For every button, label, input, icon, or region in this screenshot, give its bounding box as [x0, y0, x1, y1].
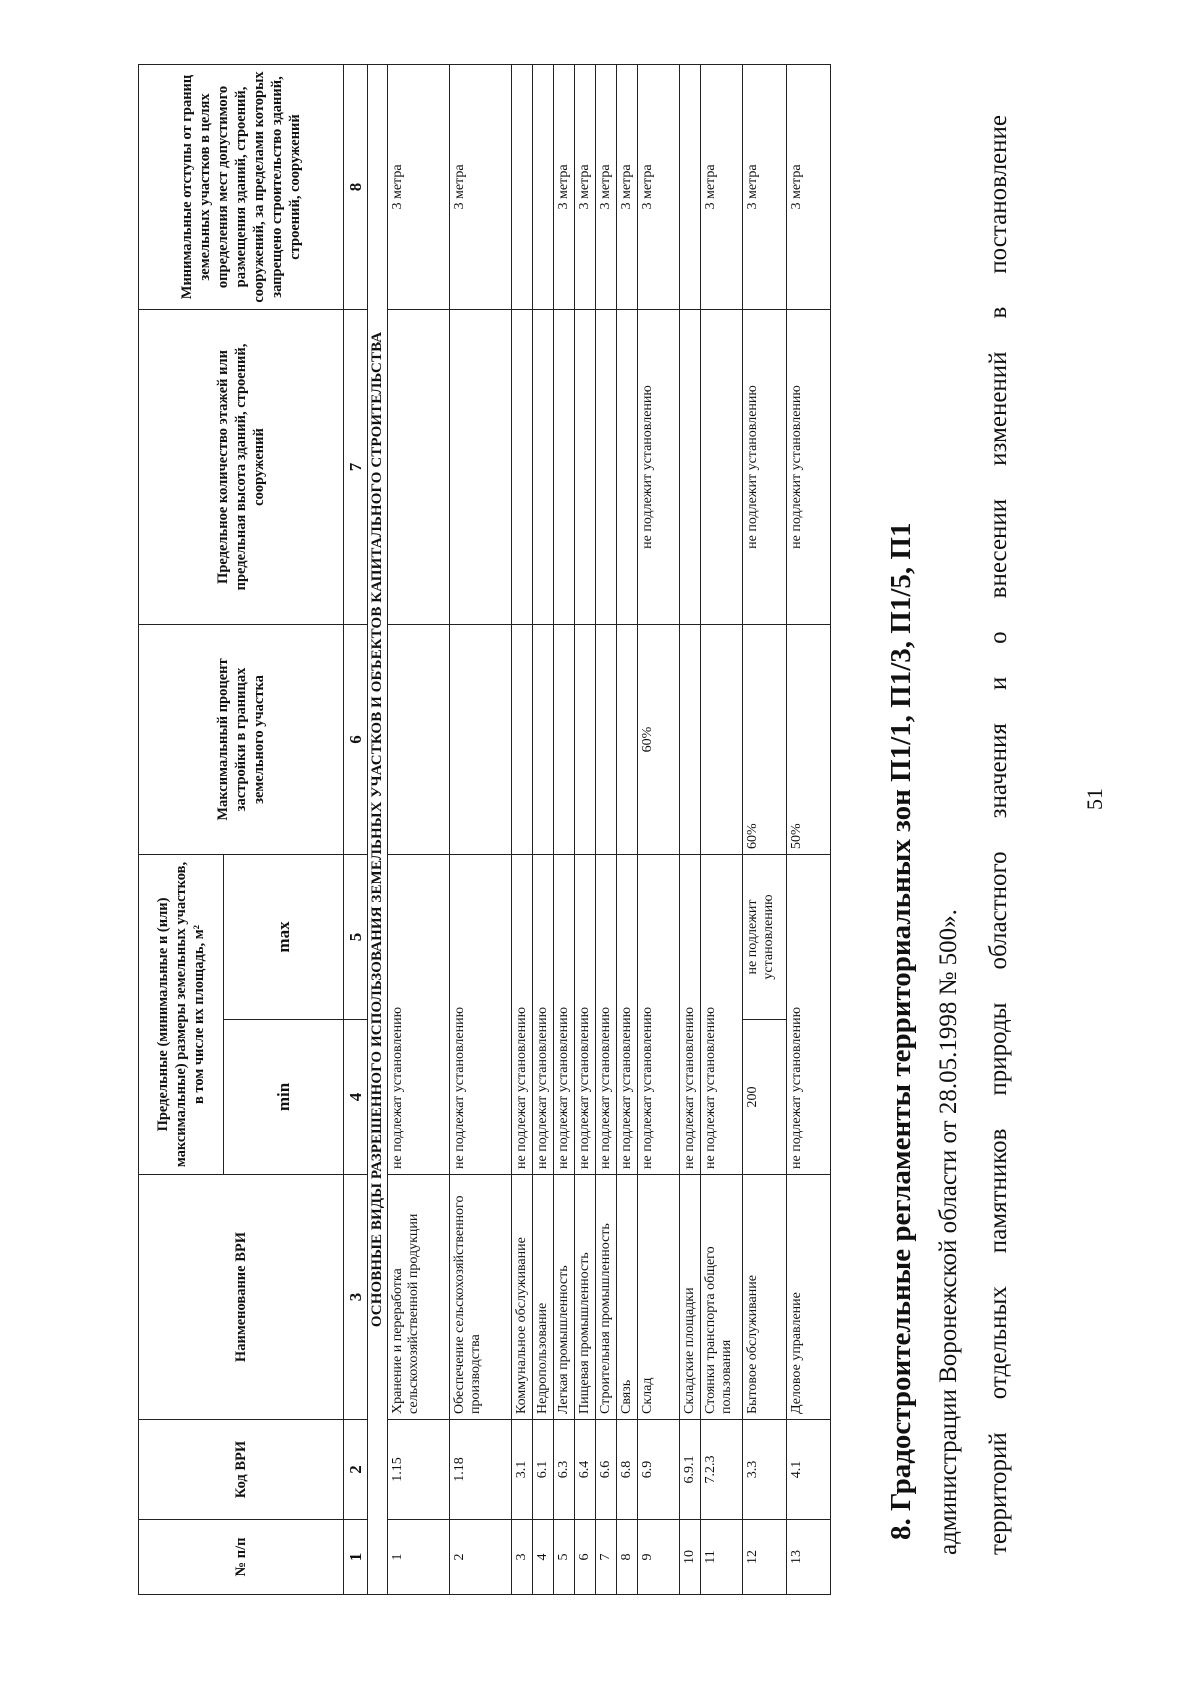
cell-percent [533, 624, 554, 854]
header-num: № п/п [139, 1520, 344, 1595]
cell-code: 3.1 [512, 1420, 533, 1520]
cell-size: не подлежат установлению [450, 854, 512, 1174]
col-number: 2 [344, 1420, 368, 1520]
cell-num: 5 [554, 1520, 575, 1595]
cell-code: 6.4 [575, 1420, 596, 1520]
cell-num: 3 [512, 1520, 533, 1595]
header-size: Предельные (минимальные и (или) максимальные) размеры земельных участков, в том числе их площадь, м² [139, 854, 224, 1174]
cell-percent [554, 624, 575, 854]
cell-offset: 3 метра [554, 64, 575, 309]
cell-num: 9 [638, 1520, 680, 1595]
table-row [596, 64, 617, 1594]
cell-size: не подлежат установлению [533, 854, 554, 1174]
cell-offset [680, 64, 701, 309]
cell-percent [617, 624, 638, 854]
cell-name: Склад [638, 1175, 680, 1420]
cell-size: не подлежат установлению [575, 854, 596, 1174]
cell-offset: 3 метра [450, 64, 512, 309]
rotated-page [50, 40, 1180, 1640]
cell-floors [533, 309, 554, 624]
table-row [617, 64, 638, 1594]
cell-floors [680, 309, 701, 624]
cell-code: 6.3 [554, 1420, 575, 1520]
cell-offset: 3 метра [388, 64, 450, 309]
header-max: max [224, 854, 344, 1019]
col-number: 5 [344, 854, 368, 1019]
cell-floors [617, 309, 638, 624]
cell-name: Хранение и переработка сельскохозяйственной продукции [388, 1175, 450, 1420]
cell-offset [512, 64, 533, 309]
cell-offset: 3 метра [743, 64, 787, 309]
cell-num: 2 [450, 1520, 512, 1595]
header-min: min [224, 1020, 344, 1175]
cell-offset: 3 метра [701, 64, 743, 309]
cell-offset: 3 метра [617, 64, 638, 309]
cell-percent [701, 624, 743, 854]
cell-floors [512, 309, 533, 624]
cell-percent [575, 624, 596, 854]
cell-code: 6.9.1 [680, 1420, 701, 1520]
table-row [701, 64, 743, 1594]
cell-min: 200 [743, 1020, 787, 1175]
cell-percent: 60% [743, 624, 787, 854]
cell-name: Бытовое обслуживание [743, 1175, 787, 1420]
cell-code: 1.18 [450, 1420, 512, 1520]
header-code: Код ВРИ [139, 1420, 344, 1520]
cell-num: 12 [743, 1520, 787, 1595]
header-row [139, 64, 224, 1594]
cell-code: 1.15 [388, 1420, 450, 1520]
cell-offset [533, 64, 554, 309]
header-offset: Минимальные отступы от границ земельных участков в целях определения мест допустимого размещения зданий, строений, сооружений, за пределами которых запрещено строительство зданий, строений, сооружений [139, 64, 344, 309]
cell-floors: не подлежит установлению [787, 309, 831, 624]
cell-size: не подлежат установлению [787, 854, 831, 1174]
cell-floors [701, 309, 743, 624]
cell-num: 11 [701, 1520, 743, 1595]
cell-floors [450, 309, 512, 624]
cell-percent: 50% [787, 624, 831, 854]
table-row [575, 64, 596, 1594]
table-row [787, 64, 831, 1594]
cell-name: Пищевая промышленность [575, 1175, 596, 1420]
table-row [533, 64, 554, 1594]
cell-percent [512, 624, 533, 854]
cell-code: 6.9 [638, 1420, 680, 1520]
cell-num: 4 [533, 1520, 554, 1595]
table-row [554, 64, 575, 1594]
cell-name: Строительная промышленность [596, 1175, 617, 1420]
cell-size: не подлежат установлению [388, 854, 450, 1174]
regulations-table [138, 64, 831, 1595]
section-title: ОСНОВНЫЕ ВИДЫ РАЗРЕШЕННОГО ИСПОЛЬЗОВАНИЯ ЗЕМЕЛЬНЫХ УЧАСТКОВ И ОБЪЕКТОВ КАПИТАЛЬНОГО СТРОИТЕЛЬСТВА [368, 64, 388, 1594]
cell-num: 10 [680, 1520, 701, 1595]
cell-code: 4.1 [787, 1420, 831, 1520]
cell-size: не подлежат установлению [596, 854, 617, 1174]
cell-size: не подлежат установлению [617, 854, 638, 1174]
cell-code: 3.3 [743, 1420, 787, 1520]
header-percent: Максимальный процент застройки в границах земельного участка [139, 624, 344, 854]
cell-percent [450, 624, 512, 854]
cell-code: 6.6 [596, 1420, 617, 1520]
section-heading: 8. Градостроительные регламенты территориальных зон П1/1, П1/3, П1/5, П1 [885, 522, 917, 1540]
cell-size: не подлежат установлению [512, 854, 533, 1174]
cell-max: не подлежит установлению [743, 854, 787, 1019]
cell-num: 1 [388, 1520, 450, 1595]
header-floors: Предельное количество этажей или предельная высота зданий, строений, сооружений [139, 309, 344, 624]
cell-size: не подлежат установлению [701, 854, 743, 1174]
col-number: 4 [344, 1020, 368, 1175]
cell-num: 8 [617, 1520, 638, 1595]
cell-num: 6 [575, 1520, 596, 1595]
page-number: 51 [1082, 788, 1107, 810]
cell-percent [596, 624, 617, 854]
col-number: 1 [344, 1520, 368, 1595]
intro-line-2: администрации Воронежской области от 28.05.1998 № 500». [935, 909, 962, 1555]
cell-floors [596, 309, 617, 624]
cell-size: не подлежат установлению [638, 854, 680, 1174]
header-name: Наименование ВРИ [139, 1175, 344, 1420]
col-number: 8 [344, 64, 368, 309]
section-row [368, 64, 388, 1594]
cell-name: Легкая промышленность [554, 1175, 575, 1420]
cell-floors [554, 309, 575, 624]
cell-num: 13 [787, 1520, 831, 1595]
table-row [743, 64, 787, 1594]
cell-name: Коммунальное обслуживание [512, 1175, 533, 1420]
table-row [680, 64, 701, 1594]
cell-name: Обеспечение сельскохозяйственного производства [450, 1175, 512, 1420]
cell-code: 6.8 [617, 1420, 638, 1520]
cell-name: Складские площадки [680, 1175, 701, 1420]
cell-offset: 3 метра [787, 64, 831, 309]
cell-floors: не подлежит установлению [743, 309, 787, 624]
cell-percent [388, 624, 450, 854]
table-row [512, 64, 533, 1594]
column-number-row [344, 64, 368, 1594]
cell-name: Недропользование [533, 1175, 554, 1420]
cell-size: не подлежат установлению [680, 854, 701, 1174]
col-number: 6 [344, 624, 368, 854]
cell-size: не подлежат установлению [554, 854, 575, 1174]
cell-name: Деловое управление [787, 1175, 831, 1420]
table-row [638, 64, 680, 1594]
cell-num: 7 [596, 1520, 617, 1595]
cell-offset: 3 метра [638, 64, 680, 309]
cell-code: 6.1 [533, 1420, 554, 1520]
cell-name: Связь [617, 1175, 638, 1420]
col-number: 7 [344, 309, 368, 624]
cell-floors [388, 309, 450, 624]
cell-code: 7.2.3 [701, 1420, 743, 1520]
cell-percent [680, 624, 701, 854]
cell-floors: не подлежит установлению [638, 309, 680, 624]
cell-offset: 3 метра [596, 64, 617, 309]
cell-floors [575, 309, 596, 624]
table-row [450, 64, 512, 1594]
col-number: 3 [344, 1175, 368, 1420]
intro-line-1: территорий отдельных памятников природы областного значения и о внесении изменений в постановление [985, 115, 1012, 1555]
cell-percent: 60% [638, 624, 680, 854]
cell-name: Стоянки транспорта общего пользования [701, 1175, 743, 1420]
cell-offset: 3 метра [575, 64, 596, 309]
table-row [388, 64, 450, 1594]
